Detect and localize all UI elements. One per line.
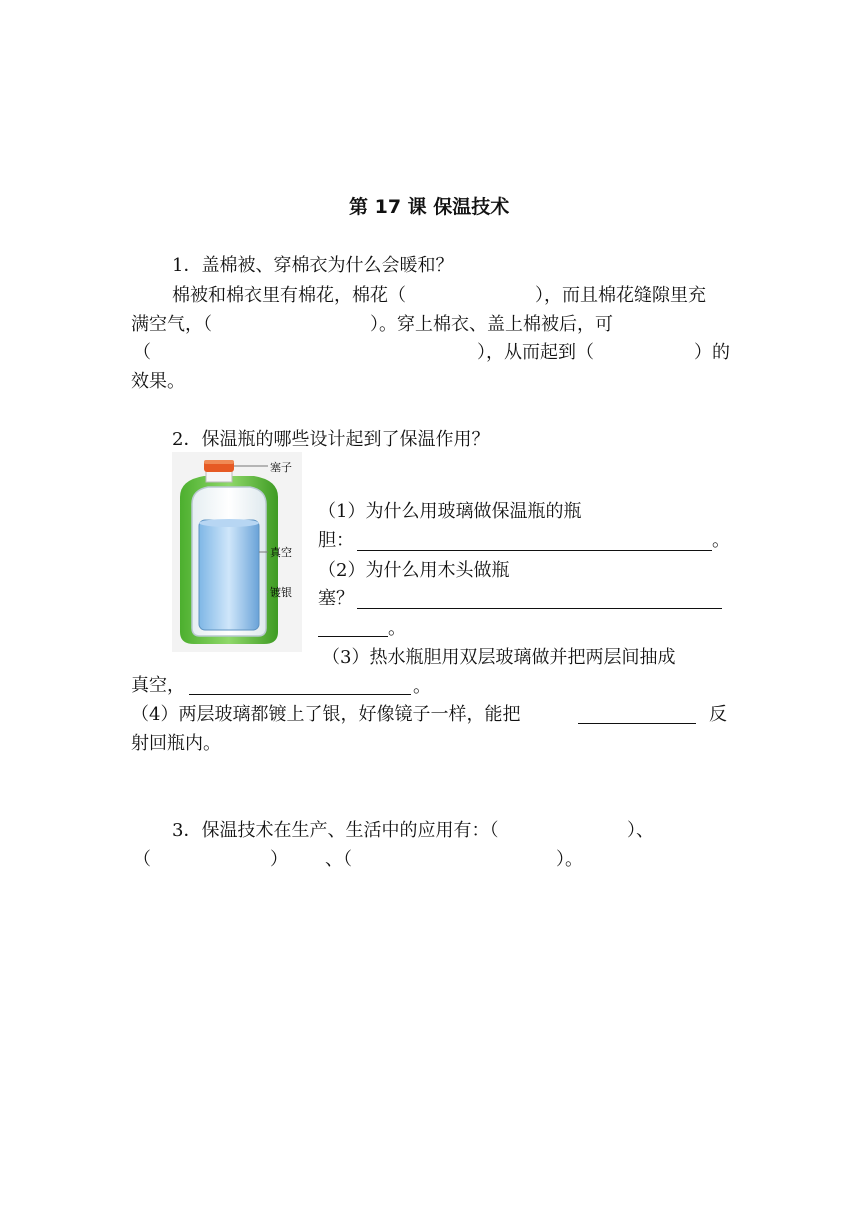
answer-line-sub4[interactable]: [578, 705, 696, 724]
q2-sub3-end: 。: [413, 676, 431, 697]
label-stopper: 塞子: [270, 461, 292, 474]
thermos-figure: [172, 452, 302, 652]
label-silver: 镀银: [270, 586, 292, 599]
q2-sub2-prefix: 塞？: [318, 588, 354, 609]
q1-line2-text-b: ）。穿上棉衣、盖上棉被后，可: [370, 314, 613, 335]
answer-line-sub2[interactable]: [357, 590, 722, 609]
q2-sub4-text: （4）两层玻璃都镀上了银，好像镜子一样，能把: [131, 704, 521, 725]
q3-line2-text-b: ）: [270, 849, 288, 870]
q2-sub4-text-c: 射回瓶内。: [131, 733, 221, 754]
q2-sub4-text-b: 反: [709, 704, 727, 725]
q2-sub2-end: 。: [388, 618, 406, 639]
question-1-text: 1．盖棉被、穿棉衣为什么会暖和？: [172, 255, 454, 276]
q1-line3-text: （: [133, 342, 151, 363]
q1-line1-text: 棉被和棉衣里有棉花，棉花（: [172, 285, 406, 306]
answer-line-sub1[interactable]: [357, 532, 712, 551]
q3-line2-text: （: [133, 849, 151, 870]
q1-line1-text-b: ），而且棉花缝隙里充: [535, 285, 706, 306]
q2-sub1-end: 。: [712, 530, 730, 551]
q2-sub3-prefix: 真空，: [131, 675, 185, 696]
q3-line2-text-c: 、（: [325, 849, 352, 870]
page-title: 第 17 课 保温技术: [349, 196, 510, 218]
answer-line-sub2-cont[interactable]: [318, 618, 388, 637]
q1-line4-text: 效果。: [131, 371, 185, 392]
q2-sub2-text: （2）为什么用木头做瓶: [318, 560, 510, 581]
q1-line3-text-b: ），从而起到（: [477, 342, 594, 363]
q2-sub1-prefix: 胆：: [318, 530, 354, 551]
answer-line-sub3[interactable]: [189, 676, 411, 695]
q2-sub3-text: （3）热水瓶胆用双层玻璃做并把两层间抽成: [322, 647, 676, 668]
q3-line2-text-d: ）。: [556, 849, 583, 870]
q1-line3-text-c: ）的: [694, 342, 730, 363]
label-vacuum: 真空: [270, 546, 292, 559]
q2-sub1-text: （1）为什么用玻璃做保温瓶的瓶: [318, 501, 582, 522]
question-2-text: 2．保温瓶的哪些设计起到了保温作用？: [172, 429, 490, 450]
q3-line1-text-b: ）、: [627, 820, 654, 841]
q1-line2-text: 满空气，（: [131, 314, 212, 335]
question-3-text: 3．保温技术在生产、生活中的应用有：（: [172, 820, 499, 841]
